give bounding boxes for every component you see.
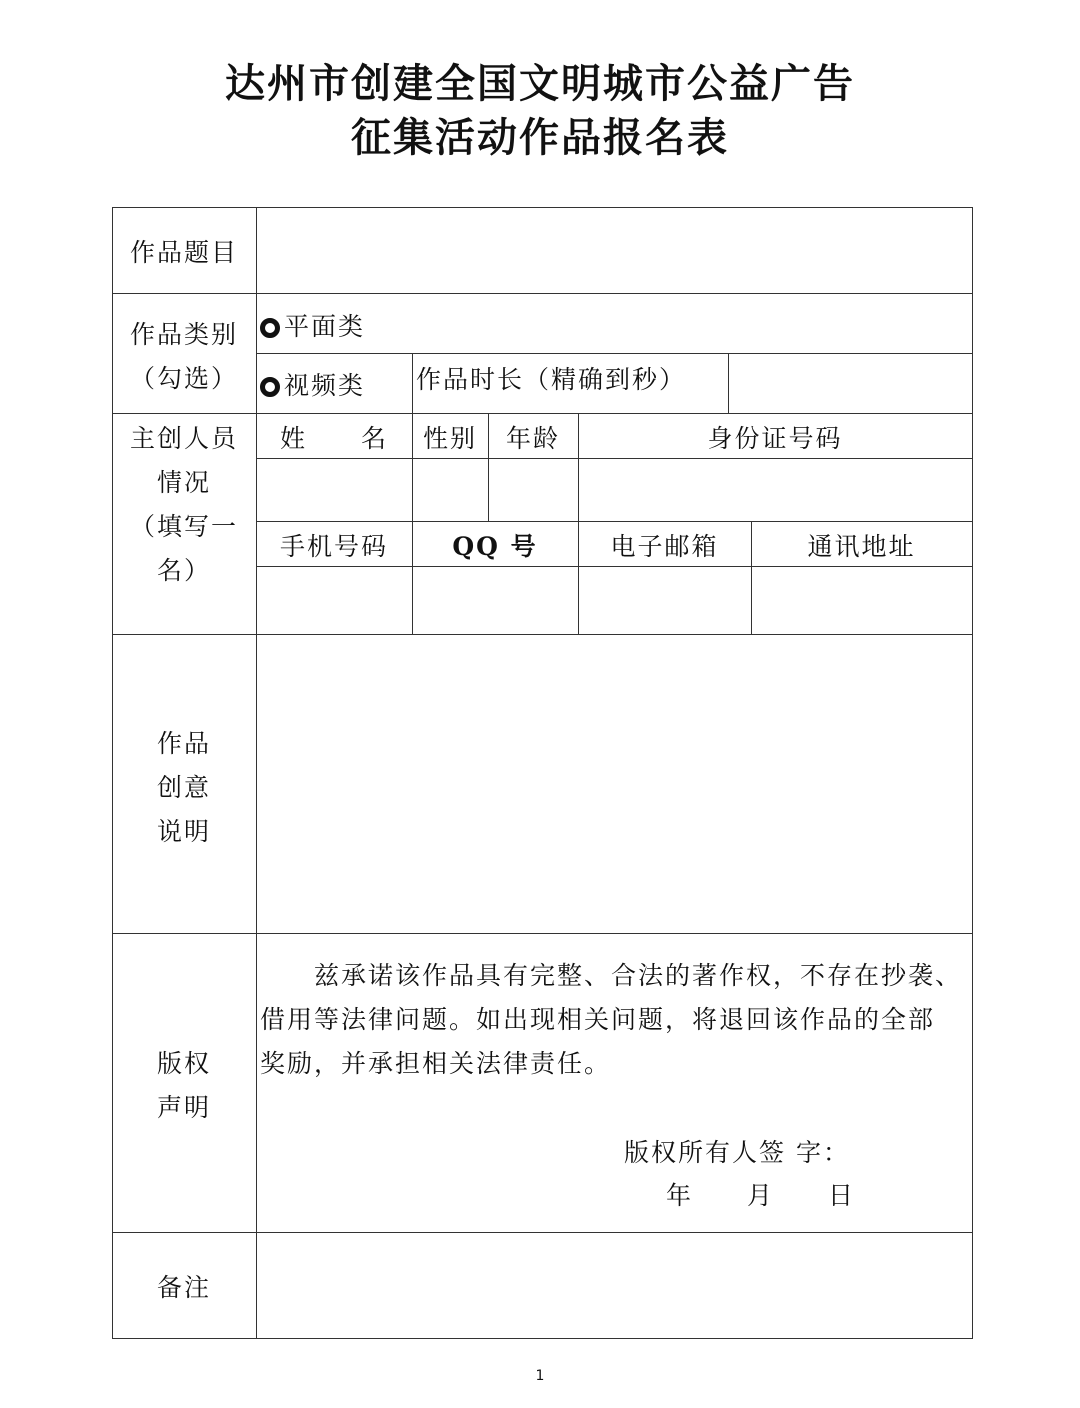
col-header-address: 通讯地址 xyxy=(807,532,916,561)
radio-circle-icon[interactable] xyxy=(260,377,280,397)
col-header-name: 姓 名 xyxy=(279,424,388,453)
label-creator-2: 情况 xyxy=(156,468,211,497)
row-divider xyxy=(112,413,973,414)
id-number-field[interactable] xyxy=(579,459,972,521)
duration-field[interactable] xyxy=(729,354,972,413)
table-right-border xyxy=(972,207,973,1339)
label-category: 作品类别 xyxy=(129,320,238,349)
row-divider xyxy=(112,933,973,934)
concept-description-field[interactable] xyxy=(257,635,972,933)
copyright-statement-line3: 奖励，并承担相关法律责任。 xyxy=(260,1049,612,1078)
option-print-label: 平面类 xyxy=(284,312,366,341)
date-label: 年 月 日 xyxy=(666,1181,856,1210)
label-concept-3: 说明 xyxy=(156,817,211,846)
col-header-age: 年龄 xyxy=(505,424,560,453)
label-creator-3: （填写一 xyxy=(129,512,238,541)
name-field[interactable] xyxy=(257,459,412,521)
phone-field[interactable] xyxy=(257,567,412,634)
address-field[interactable] xyxy=(752,567,972,634)
creator-divider xyxy=(256,521,973,522)
label-work-title: 作品题目 xyxy=(129,238,238,267)
label-concept-2: 创意 xyxy=(156,773,211,802)
table-bottom-border xyxy=(112,1338,973,1339)
label-copyright-2: 声明 xyxy=(156,1093,211,1122)
work-title-field[interactable] xyxy=(257,208,972,293)
label-creator-4: 名） xyxy=(156,556,211,585)
option-video-label: 视频类 xyxy=(284,371,366,400)
qq-field[interactable] xyxy=(413,567,578,634)
form-title-line2: 征集活动作品报名表 xyxy=(351,115,729,161)
col-header-id: 身份证号码 xyxy=(707,424,843,453)
row-divider xyxy=(112,293,973,294)
email-field[interactable] xyxy=(579,567,751,634)
duration-divider xyxy=(412,353,413,413)
label-copyright: 版权 xyxy=(156,1049,211,1078)
label-concept: 作品 xyxy=(156,729,211,758)
label-creator: 主创人员 xyxy=(129,424,238,453)
age-field[interactable] xyxy=(489,459,578,521)
label-remarks: 备注 xyxy=(156,1273,211,1302)
signature-label: 版权所有人签 字： xyxy=(624,1138,850,1167)
col-header-qq: QQ 号 xyxy=(452,532,538,561)
copyright-statement-line1: 兹承诺该作品具有完整、合法的著作权，不存在抄袭、 xyxy=(260,961,963,990)
col-header-email: 电子邮箱 xyxy=(610,532,719,561)
gender-field[interactable] xyxy=(413,459,488,521)
remarks-field[interactable] xyxy=(257,1233,972,1338)
col-header-phone: 手机号码 xyxy=(279,532,388,561)
radio-circle-icon[interactable] xyxy=(260,318,280,338)
form-title-line1: 达州市创建全国文明城市公益广告 xyxy=(225,61,855,107)
copyright-statement-line2: 借用等法律问题。如出现相关问题，将退回该作品的全部 xyxy=(260,1005,936,1034)
label-category-hint: （勾选） xyxy=(129,364,238,393)
label-duration: 作品时长（精确到秒） xyxy=(416,365,687,394)
col-header-gender: 性别 xyxy=(422,424,477,453)
page-number: 1 xyxy=(535,1368,545,1384)
